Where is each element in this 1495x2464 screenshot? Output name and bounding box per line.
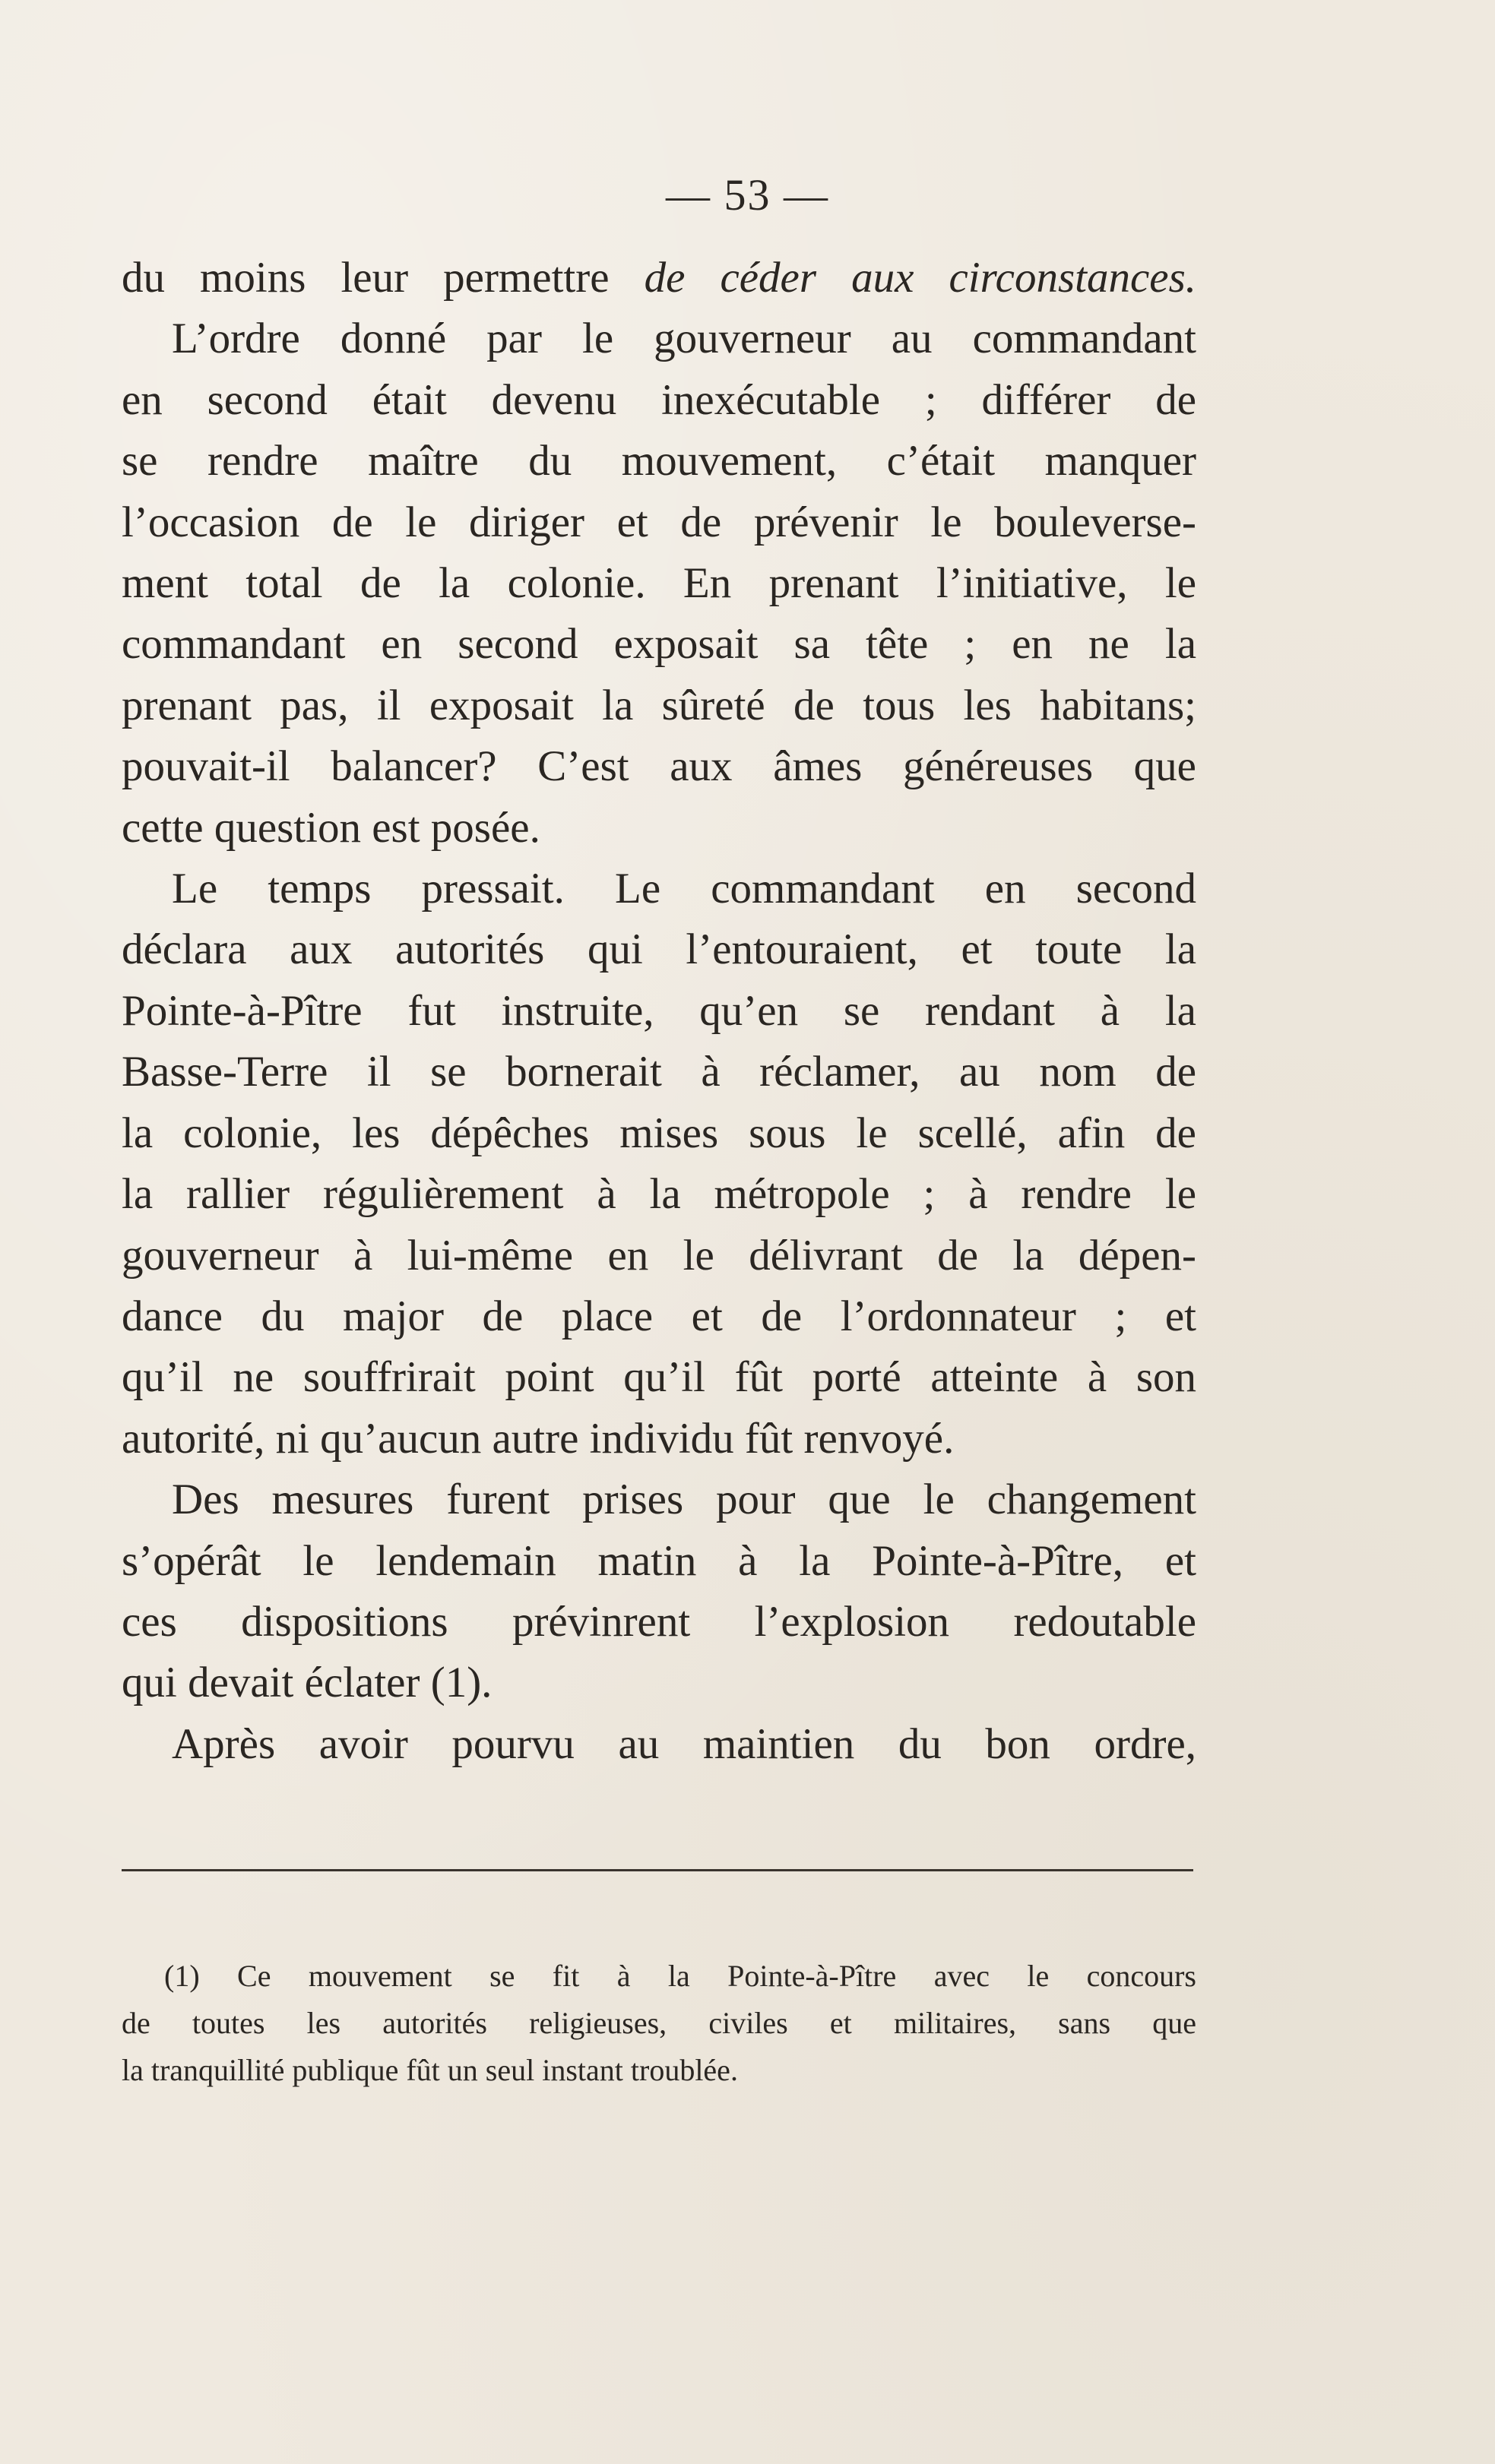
text-line: Après avoir pourvu au maintien du bon ordre, bbox=[172, 1719, 1196, 1768]
text-line: dance du major de place et de l’ordonnateur ; et bbox=[122, 1292, 1196, 1340]
paragraph-2 bbox=[122, 308, 1196, 859]
text-line-italic: de céder aux circonstances. bbox=[644, 254, 1197, 302]
text-line: Le temps pressait. Le commandant en second bbox=[172, 865, 1196, 913]
text-line: l’occasion de le diriger et de prévenir le bouleverse- bbox=[122, 498, 1196, 546]
text-line: Pointe-à-Pître fut instruite, qu’en se rendant à la bbox=[122, 986, 1196, 1035]
text-line: Des mesures furent prises pour que le changement bbox=[172, 1476, 1196, 1524]
footnote-line: (1) Ce mouvement se fit à la Pointe-à-Pître avec le concours bbox=[164, 1959, 1196, 1993]
text-line: cette question est posée. bbox=[122, 803, 540, 852]
text-line: autorité, ni qu’aucun autre individu fût renvoyé. bbox=[122, 1414, 955, 1463]
text-line: prenant pas, il exposait la sûreté de tous les habitans; bbox=[122, 681, 1196, 729]
text-line: en second était devenu inexécutable ; différer de bbox=[122, 375, 1196, 424]
text-line: commandant en second exposait sa tête ; en ne la bbox=[122, 620, 1196, 669]
text-line: la rallier régulièrement à la métropole ; à rendre le bbox=[122, 1170, 1196, 1219]
text-line: pouvait-il balancer? C’est aux âmes généreuses que bbox=[122, 742, 1196, 791]
paragraph-4 bbox=[122, 1469, 1196, 1714]
text-line: ces dispositions prévinrent l’explosion redoutable bbox=[122, 1597, 1196, 1646]
text-line: Basse-Terre il se bornerait à réclamer, au nom de bbox=[122, 1048, 1196, 1096]
text-line: la colonie, les dépêches mises sous le scellé, afin de bbox=[122, 1109, 1196, 1157]
text-line: ment total de la colonie. En prenant l’initiative, le bbox=[122, 559, 1196, 608]
footnote-line: de toutes les autorités religieuses, civiles et militaires, sans que bbox=[122, 2006, 1196, 2040]
text-line: gouverneur à lui-même en le délivrant de la dépen- bbox=[122, 1231, 1196, 1279]
page-number: — 53 — bbox=[666, 170, 829, 220]
text-line-plain: du moins leur permettre bbox=[122, 254, 645, 302]
footnote-line: la tranquillité publique fût un seul instant troublée. bbox=[122, 2053, 738, 2087]
text-line bbox=[122, 248, 1196, 308]
text-line: se rendre maître du mouvement, c’était manquer bbox=[122, 437, 1196, 486]
main-text bbox=[122, 248, 1196, 1775]
paragraph-3 bbox=[122, 859, 1196, 1469]
text-line: s’opérât le lendemain matin à la Pointe-à-Pître, et bbox=[122, 1536, 1196, 1585]
text-line: déclara aux autorités qui l’entouraient, et toute la bbox=[122, 925, 1196, 974]
paragraph-5 bbox=[122, 1714, 1196, 1775]
text-line: L’ordre donné par le gouverneur au commandant bbox=[172, 315, 1196, 363]
text-line: qu’il ne souffrirait point qu’il fût porté atteinte à son bbox=[122, 1353, 1196, 1402]
footnote-divider bbox=[122, 1869, 1193, 1871]
footnote bbox=[122, 1953, 1196, 2094]
text-line: qui devait éclater (1). bbox=[122, 1659, 493, 1707]
